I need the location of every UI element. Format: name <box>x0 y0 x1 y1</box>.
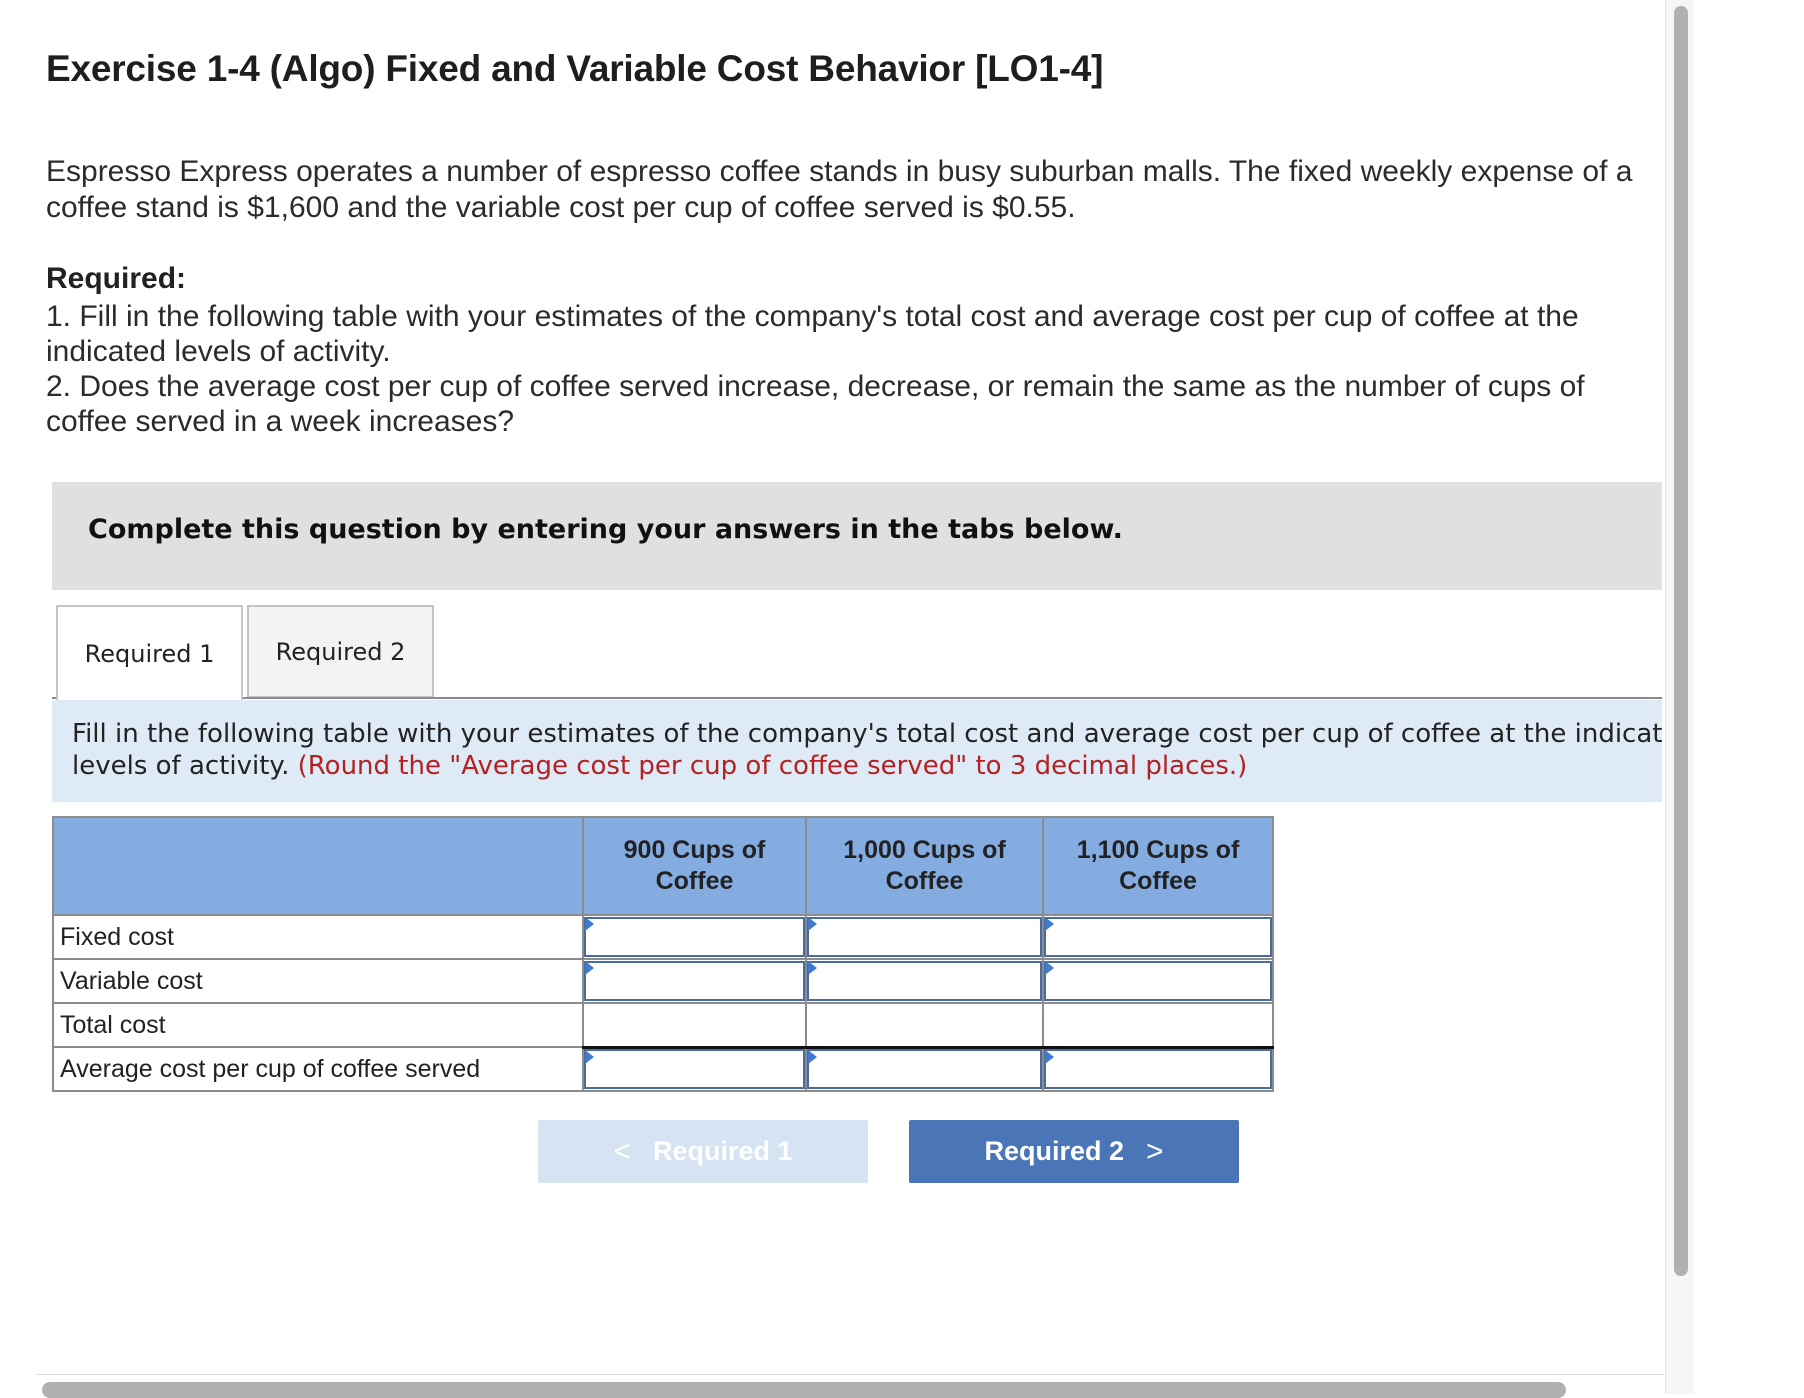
fixed-cost-1100-input[interactable] <box>1044 917 1272 957</box>
banner-text: Complete this question by entering your answers in the tabs below. <box>88 514 1123 545</box>
required-item-1: 1. Fill in the following table with your estimates of the company's total cost and average cost per cup of coffee at the indicated levels of activity. <box>46 300 1579 368</box>
average-cost-1000-input[interactable] <box>807 1049 1042 1089</box>
header-900-cups: 900 Cups of Coffee <box>583 817 806 915</box>
variable-cost-900-input[interactable] <box>584 961 805 1001</box>
average-cost-900-input[interactable] <box>584 1049 805 1089</box>
vertical-scrollbar[interactable] <box>1674 6 1688 1276</box>
table-header-row <box>53 817 1273 915</box>
chevron-right-icon: > <box>1146 1134 1164 1168</box>
average-cost-1100-input[interactable] <box>1044 1049 1272 1089</box>
answer-flag-icon <box>808 917 817 931</box>
horizontal-scrollbar[interactable] <box>42 1382 1566 1398</box>
tab-divider <box>52 697 1662 699</box>
row-label-fixed-cost: Fixed cost <box>53 915 583 959</box>
next-required-2-button[interactable] <box>909 1120 1239 1183</box>
next-button-label: Required 2 <box>984 1136 1124 1166</box>
chevron-left-icon: < <box>613 1134 631 1168</box>
fixed-cost-900-input[interactable] <box>584 917 805 957</box>
tab-required-2[interactable]: Required 2 <box>247 605 434 698</box>
required-item-2: 2. Does the average cost per cup of coffee served increase, decrease, or remain the same as the number of cups of coffee served in a week increases? <box>46 370 1585 438</box>
table-row <box>53 915 1273 959</box>
answer-flag-icon <box>1045 1050 1054 1064</box>
header-blank <box>53 817 583 915</box>
total-cost-1100-cell <box>1043 1003 1273 1047</box>
variable-cost-1000-input[interactable] <box>807 961 1042 1001</box>
tab-required-1[interactable]: Required 1 <box>56 605 243 700</box>
fixed-cost-1000-input[interactable] <box>807 917 1042 957</box>
row-label-average-cost: Average cost per cup of coffee served <box>53 1047 583 1091</box>
answer-flag-icon <box>585 1050 594 1064</box>
row-label-total-cost: Total cost <box>53 1003 583 1047</box>
answer-flag-icon <box>585 917 594 931</box>
total-cost-900-cell <box>583 1003 806 1047</box>
prev-button-label: Required 1 <box>652 1136 793 1166</box>
table-row <box>53 1003 1273 1047</box>
instruction-line-1: Fill in the following table with your estimates of the company's total cost and average cost per cup of coffee at the indicat <box>72 719 1662 749</box>
answer-flag-icon <box>1045 961 1054 975</box>
page-title: Exercise 1-4 (Algo) Fixed and Variable Cost Behavior [LO1-4] <box>46 48 1104 89</box>
answer-flag-icon <box>1045 917 1054 931</box>
row-label-variable-cost: Variable cost <box>53 959 583 1003</box>
total-cost-1000-cell <box>806 1003 1043 1047</box>
header-1100-cups: 1,100 Cups of Coffee <box>1043 817 1273 915</box>
cost-table <box>52 816 1274 1092</box>
problem-description: Espresso Express operates a number of espresso coffee stands in busy suburban malls. The fixed weekly expense of a coffee stand is $1,600 and the variable cost per cup of coffee served is $0.55. <box>46 155 1633 224</box>
tab-instructions <box>52 700 1662 802</box>
variable-cost-1100-input[interactable] <box>1044 961 1272 1001</box>
rounding-note: (Round the "Average cost per cup of coffee served" to 3 decimal places.) <box>297 751 1248 781</box>
answer-flag-icon <box>808 961 817 975</box>
prev-required-1-button[interactable] <box>538 1120 868 1183</box>
table-row <box>53 959 1273 1003</box>
table-row <box>53 1047 1273 1091</box>
header-1000-cups: 1,000 Cups of Coffee <box>806 817 1043 915</box>
instructions-banner <box>52 482 1662 590</box>
answer-flag-icon <box>808 1050 817 1064</box>
instruction-text <box>72 718 1662 782</box>
answer-flag-icon <box>585 961 594 975</box>
horizontal-scrollbar-track <box>36 1374 1664 1375</box>
required-heading: Required: <box>46 262 187 295</box>
instruction-line-2: levels of activity. <box>72 751 290 781</box>
